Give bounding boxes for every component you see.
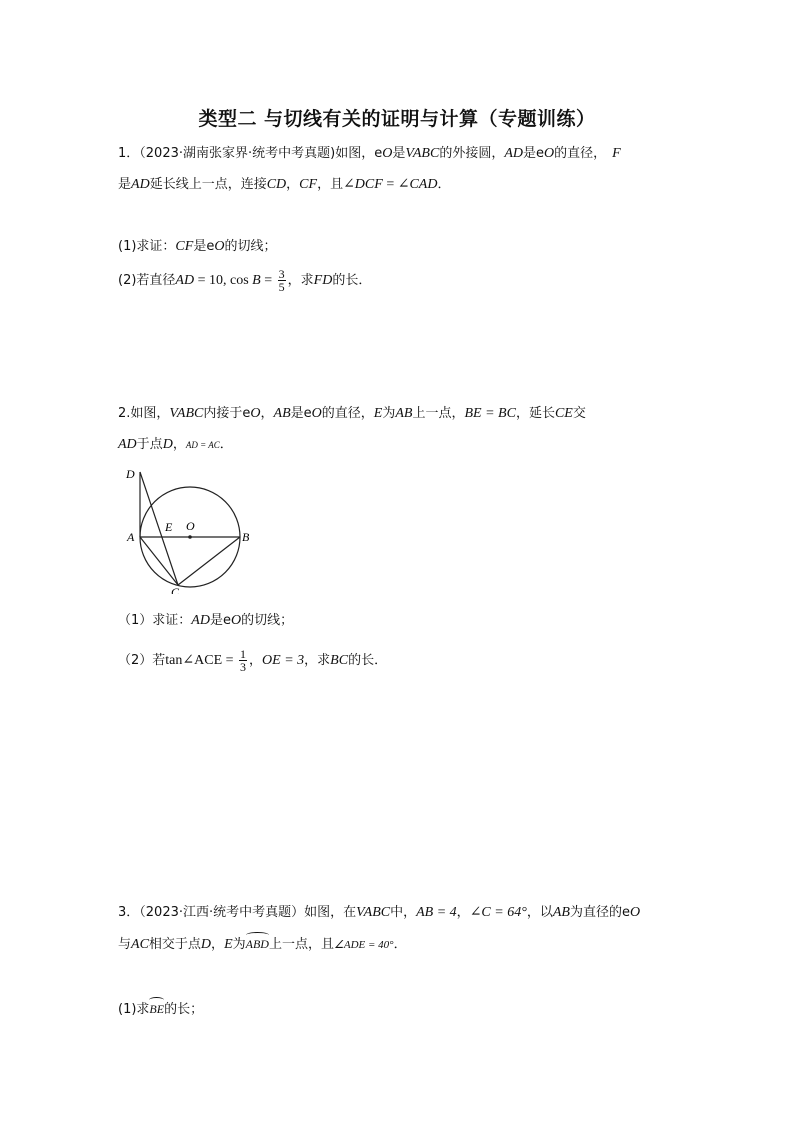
q3-line-2: [118, 935, 407, 954]
math-CF: CF: [175, 239, 194, 254]
circle-symbol: e: [536, 146, 545, 161]
q3-text: ．: [393, 937, 407, 952]
math-eq: =: [260, 273, 276, 288]
q2-text: ．: [219, 437, 233, 452]
math-AD-eq-AC: AD = AC: [185, 440, 220, 450]
math-AB-eq-4: AB = 4: [416, 905, 457, 920]
q1-text: 1．（2023·湖南张家界·统考中考真题)如图，: [118, 146, 375, 161]
q2-text: 上一点，: [412, 406, 465, 421]
circle-symbol: e: [374, 146, 383, 161]
math-E: E: [373, 406, 383, 421]
geometry-diagram: [118, 464, 258, 594]
math-BC: BC: [330, 653, 349, 668]
q1-text: 是: [523, 146, 537, 161]
q1-text: 是: [118, 177, 132, 192]
q1-text: ．: [437, 177, 451, 192]
math-expr: = 10, cos: [194, 273, 253, 288]
q1-text: 是: [193, 239, 207, 254]
math-AD: AD: [175, 273, 195, 288]
math-AD: AD: [118, 437, 137, 452]
q1-part-2: [118, 268, 371, 293]
q2-text: ，: [260, 406, 274, 421]
math-O: O: [544, 146, 555, 161]
math-D: D: [200, 937, 212, 952]
math-F: F: [612, 146, 621, 161]
q2-text: 交: [572, 406, 586, 421]
q3-text: ，: [456, 905, 470, 920]
q2-text: ，: [172, 437, 186, 452]
fraction-denominator: 3: [240, 660, 247, 674]
circle-symbol: e: [222, 613, 231, 628]
math-AD: AD: [504, 146, 523, 161]
q1-text: 的切线；: [224, 239, 277, 254]
math-angle-DCF: ∠DCF: [343, 177, 383, 192]
circle-symbol: e: [621, 905, 630, 920]
q1-text: ，: [286, 177, 300, 192]
q2-part-2: [118, 648, 387, 673]
q2-text: 是: [209, 613, 223, 628]
math-triangle: VABC: [405, 146, 440, 161]
math-O: O: [382, 146, 393, 161]
q1-line-1: [118, 145, 621, 163]
q2-line-2: [118, 436, 233, 454]
math-B: B: [252, 273, 261, 288]
circle-symbol: e: [242, 406, 251, 421]
math-AB: AB: [552, 905, 570, 920]
circle-symbol: e: [206, 239, 215, 254]
math-OE: OE = 3: [262, 653, 305, 668]
math-AD: AD: [191, 613, 210, 628]
q3-text: ，: [211, 937, 225, 952]
q3-text: 与: [118, 937, 132, 952]
circle-symbol: e: [303, 406, 312, 421]
q1-text: (1)求证：: [118, 239, 176, 254]
math-AB: AB: [395, 406, 413, 421]
math-triangle: VABC: [356, 905, 391, 920]
math-CD: CD: [266, 177, 287, 192]
math-AB: AB: [273, 406, 291, 421]
math-eq: =: [222, 653, 238, 668]
label-D: D: [126, 467, 135, 481]
q1-text: 的长．: [332, 273, 372, 288]
q2-text: 2.如图，: [118, 406, 170, 421]
fraction-denominator: 5: [278, 280, 285, 294]
segment-cb: [178, 537, 240, 585]
math-angle-ADE: ∠ADE = 40°: [333, 939, 394, 951]
label-O: O: [186, 519, 195, 533]
q1-text: 的外接圆，: [439, 146, 505, 161]
label-A: A: [127, 530, 135, 544]
q3-text: (1)求: [118, 1002, 150, 1017]
q3-text: 为: [232, 937, 246, 952]
q1-text: (2)若直径: [118, 273, 176, 288]
math-eq: =: [382, 177, 398, 192]
fraction-numerator: 1: [240, 647, 247, 661]
q1-text: ，求: [287, 273, 314, 288]
q2-text: ，求: [304, 653, 331, 668]
q2-text: ，延长: [515, 406, 555, 421]
q1-text: ，且: [317, 177, 344, 192]
q2-text: （1）求证：: [118, 613, 192, 628]
q2-text: 的切线；: [241, 613, 294, 628]
q2-text: （2）若: [118, 653, 166, 668]
math-arc-BE: BE: [149, 1002, 165, 1016]
q3-text: 3．（2023·江西·统考中考真题）如图，在: [118, 905, 357, 920]
q3-line-1: [118, 904, 640, 922]
q2-line-1: [118, 405, 586, 423]
q2-text: 的直径，: [321, 406, 374, 421]
q2-text: ，: [249, 653, 263, 668]
label-B: B: [242, 530, 250, 544]
math-AC: AC: [131, 937, 149, 952]
math-FD: FD: [313, 273, 333, 288]
math-CE: CE: [554, 406, 573, 421]
q3-text: 上一点，且: [268, 937, 334, 952]
q2-text: 于点: [136, 437, 163, 452]
q2-figure: [118, 464, 258, 594]
fraction: [278, 268, 286, 293]
math-triangle: VABC: [169, 406, 204, 421]
q1-part-1: [118, 238, 276, 256]
math-E: E: [224, 937, 233, 952]
q2-part-1: [118, 612, 293, 630]
q1-text: 延长线上一点，连接: [149, 177, 267, 192]
label-E: E: [165, 520, 173, 534]
math-AD: AD: [131, 177, 150, 192]
label-C: C: [171, 585, 180, 594]
q3-text: ，以: [526, 905, 553, 920]
q2-text: 内接于: [203, 406, 243, 421]
q3-text: 相交于点: [148, 937, 201, 952]
math-O: O: [214, 239, 225, 254]
math-angle-CAD: ∠CAD: [397, 177, 438, 192]
q2-text: 为: [382, 406, 396, 421]
q2-text: 是: [290, 406, 304, 421]
q3-text: 中，: [390, 905, 417, 920]
fraction: [239, 648, 247, 673]
math-O: O: [250, 406, 261, 421]
q3-text: 的长；: [164, 1002, 204, 1017]
math-O: O: [311, 406, 322, 421]
math-tan: tan∠ACE: [165, 653, 223, 668]
center-point: [188, 535, 192, 539]
q2-text: 的长．: [348, 653, 388, 668]
q1-line-2: [118, 176, 450, 194]
math-O: O: [629, 905, 641, 920]
q3-part-1: [118, 1000, 203, 1019]
q1-text: 的直径，: [554, 146, 607, 161]
math-O: O: [230, 613, 242, 628]
math-angle-C: ∠C = 64°: [469, 905, 527, 920]
fraction-numerator: 3: [278, 267, 285, 281]
page-title: 类型二 与切线有关的证明与计算（专题训练）: [198, 108, 596, 130]
math-BE-eq-BC: BE = BC: [464, 406, 516, 421]
math-arc-ABD: ABD: [245, 937, 269, 951]
math-CF: CF: [299, 177, 318, 192]
q1-text: 是: [392, 146, 406, 161]
q3-text: 为直径的: [569, 905, 622, 920]
math-D: D: [162, 437, 173, 452]
